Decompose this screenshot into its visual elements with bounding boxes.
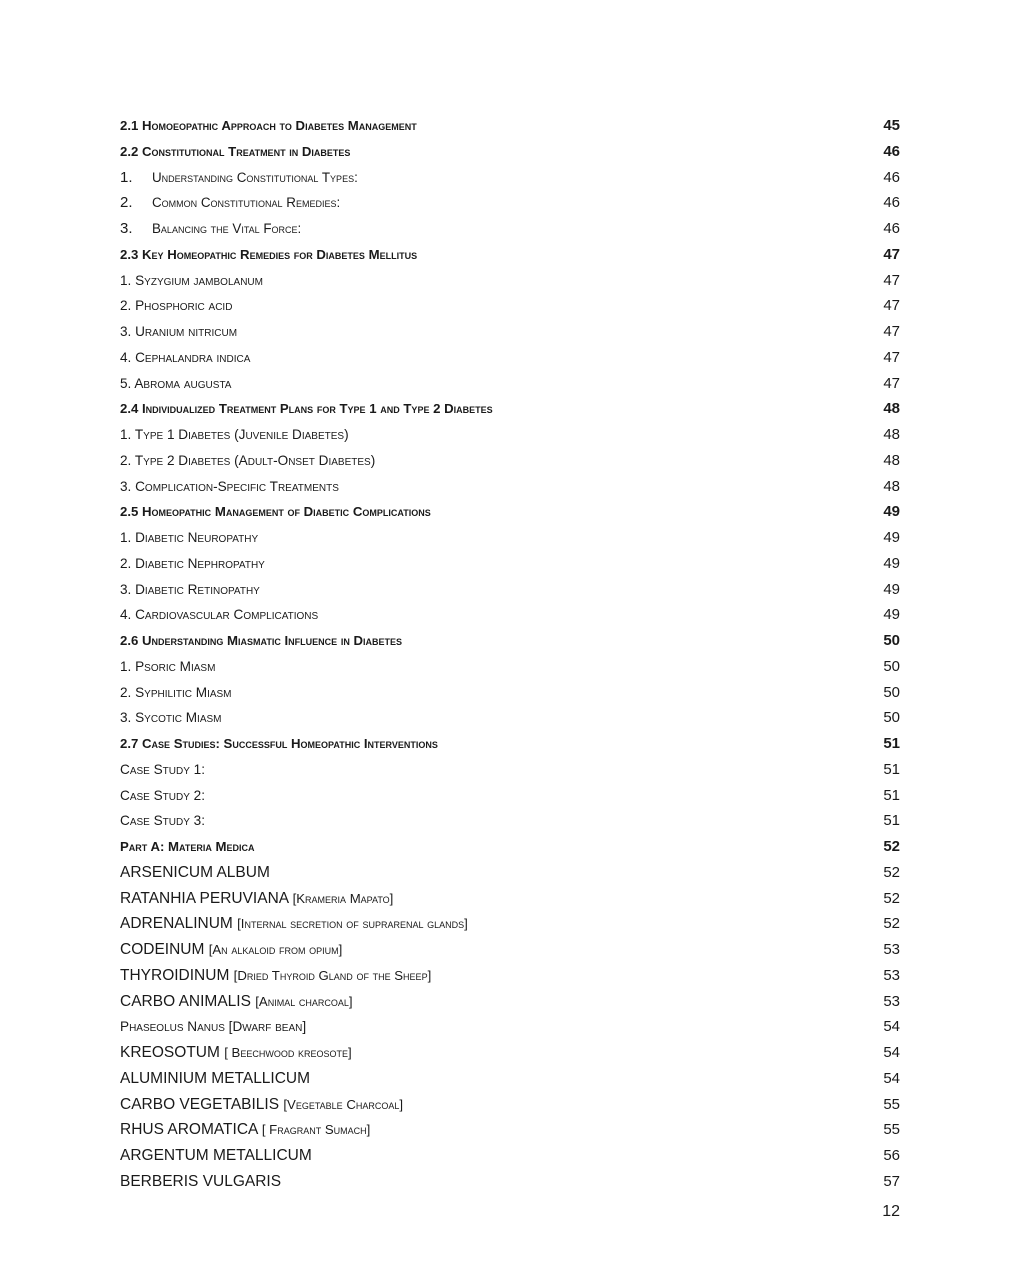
toc-entry-page: 52 — [883, 838, 900, 855]
toc-entry — [120, 371, 900, 397]
toc-entry — [120, 165, 900, 191]
toc-entry-page: 50 — [883, 632, 900, 649]
toc-entry-number: 2. — [120, 194, 133, 212]
toc-entry-title: 2. Syphilitic Miasm — [120, 684, 232, 700]
toc-entry — [120, 654, 900, 680]
toc-entry-title — [120, 989, 353, 1015]
toc-entry-title: 1. Diabetic Neuropathy — [120, 530, 259, 545]
toc-entry-page: 51 — [883, 760, 900, 778]
toc-entry-title: 1. Syzygium jambolanum — [120, 272, 263, 288]
toc-entry-page: 50 — [883, 709, 900, 727]
toc-entry-title: 3. Complication-Specific Treatments — [120, 478, 339, 494]
toc-entry-title: 2.1 Homoeopathic Approach to Diabetes Management — [120, 118, 417, 133]
toc-entry — [120, 216, 900, 242]
toc-entry — [120, 783, 900, 809]
toc-entry-page: 50 — [883, 683, 900, 701]
remedy-description: [ Beechwood kreosote] — [224, 1045, 352, 1060]
toc-entry — [120, 1092, 900, 1118]
toc-entry — [120, 345, 900, 371]
table-of-contents — [120, 113, 900, 1195]
toc-entry — [120, 1040, 900, 1066]
toc-entry-page: 56 — [883, 1147, 900, 1164]
toc-entry-page: 51 — [883, 735, 900, 752]
toc-entry — [120, 757, 900, 783]
toc-entry-title: 2.4 Individualized Treatment Plans for Type 1 and Type 2 Diabetes — [120, 401, 493, 417]
toc-entry — [120, 886, 900, 912]
toc-entry-title: 4. Cephalandra indica — [120, 349, 251, 365]
toc-entry-number: 3. — [120, 220, 133, 237]
toc-entry — [120, 293, 900, 319]
toc-entry-title — [120, 963, 431, 989]
toc-entry-title — [120, 886, 393, 912]
toc-entry-title: 2. Diabetic Nephropathy — [120, 555, 265, 571]
toc-entry-page: 49 — [883, 580, 900, 598]
toc-entry — [120, 1169, 900, 1195]
toc-entry-page: 53 — [883, 941, 900, 958]
toc-entry-title — [120, 1117, 370, 1143]
toc-entry-page: 48 — [883, 426, 900, 443]
toc-section-heading — [120, 628, 900, 654]
remedy-description: [Internal secretion of suprarenal glands] — [237, 916, 468, 932]
toc-entry-title: 3. Uranium nitricum — [120, 324, 238, 339]
remedy-name: ARGENTUM METALLICUM — [120, 1147, 312, 1164]
remedy-name: CARBO VEGETABILIS — [120, 1095, 284, 1113]
toc-entry-page: 47 — [883, 374, 900, 392]
toc-entry — [120, 602, 900, 628]
toc-entry-page: 45 — [883, 117, 900, 134]
remedy-description: [An alkaloid from opium] — [208, 942, 343, 957]
toc-entry — [120, 860, 900, 886]
toc-entry-page: 46 — [883, 220, 900, 237]
toc-entry-page: 49 — [883, 529, 900, 546]
toc-entry-page: 51 — [883, 812, 900, 830]
toc-entry-title — [120, 937, 342, 963]
toc-section-heading — [120, 242, 900, 268]
toc-entry-label: Understanding Constitutional Types: — [152, 169, 358, 185]
toc-entry-page: 48 — [883, 451, 900, 469]
toc-entry-page: 53 — [883, 992, 900, 1010]
toc-entry-title: 2.6 Understanding Miasmatic Influence in Diabetes — [120, 633, 403, 648]
toc-entry-title: 2. Type 2 Diabetes (Adult-Onset Diabetes) — [120, 452, 376, 468]
toc-entry-title: 2. Phosphoric acid — [120, 298, 233, 314]
toc-entry-title — [120, 860, 270, 886]
toc-section-heading — [120, 499, 900, 525]
toc-entry-page: 46 — [883, 142, 900, 160]
toc-entry-title: Case Study 2: — [120, 787, 206, 803]
remedy-name: BERBERIS VULGARIS — [120, 1172, 282, 1190]
toc-entry-label: Balancing the Vital Force: — [152, 221, 302, 236]
toc-entry-title: 3. Diabetic Retinopathy — [120, 581, 260, 597]
remedy-name: THYROIDINUM — [120, 966, 234, 984]
toc-entry — [120, 1143, 900, 1169]
toc-section-heading — [120, 396, 900, 422]
toc-entry-title — [120, 1040, 352, 1066]
toc-entry — [120, 911, 900, 937]
toc-entry-page: 47 — [883, 348, 900, 366]
toc-entry — [120, 808, 900, 834]
toc-entry — [120, 989, 900, 1015]
toc-entry-number: 1. — [120, 168, 133, 186]
remedy-description: [Vegetable Charcoal] — [283, 1096, 404, 1112]
remedy-name: KREOSOTUM — [120, 1044, 225, 1061]
toc-entry — [120, 1117, 900, 1143]
toc-section-heading — [120, 139, 900, 165]
toc-entry-page: 47 — [883, 297, 900, 315]
toc-entry-title: Case Study 1: — [120, 761, 206, 777]
toc-entry — [120, 268, 900, 294]
toc-entry-page: 49 — [883, 554, 900, 572]
toc-entry-page: 57 — [883, 1172, 900, 1190]
page-number: 12 — [882, 1203, 900, 1220]
toc-entry-title — [120, 1143, 312, 1169]
toc-entry-label: Common Constitutional Remedies: — [152, 195, 341, 211]
toc-entry-page: 49 — [883, 606, 900, 624]
toc-entry-title: 1. Psoric Miasm — [120, 658, 216, 674]
remedy-description: [ Fragrant Sumach] — [261, 1122, 371, 1138]
toc-entry-title: 1. Type 1 Diabetes (Juvenile Diabetes) — [120, 427, 349, 442]
toc-entry-page: 52 — [883, 889, 900, 907]
remedy-name: RHUS AROMATICA — [120, 1121, 262, 1139]
toc-entry-title — [120, 1092, 403, 1118]
toc-entry-title: 4. Cardiovascular Complications — [120, 607, 319, 623]
remedy-description: [Dried Thyroid Gland of the Sheep] — [233, 967, 432, 983]
toc-entry-title: Phaseolus Nanus [Dwarf bean] — [120, 1019, 307, 1035]
remedy-description: [Krameria Mapato] — [292, 890, 394, 906]
toc-entry — [120, 319, 900, 345]
toc-entry-page: 48 — [883, 477, 900, 495]
toc-section-heading — [120, 113, 900, 139]
remedy-name: ARSENICUM ALBUM — [120, 863, 270, 881]
toc-entry-page: 52 — [883, 863, 900, 881]
toc-entry-page: 49 — [883, 503, 900, 521]
toc-entry-title: 5. Abroma augusta — [120, 375, 232, 391]
toc-section-heading — [120, 834, 900, 860]
toc-entry-title: Case Study 3: — [120, 813, 206, 829]
remedy-name: ADRENALINUM — [120, 915, 238, 933]
remedy-name: CARBO ANIMALIS — [120, 992, 256, 1010]
toc-section-heading — [120, 731, 900, 757]
remedy-name: ALUMINIUM METALLICUM — [120, 1069, 311, 1087]
toc-entry-title — [120, 911, 468, 937]
toc-entry-page: 52 — [883, 915, 900, 933]
toc-entry — [120, 577, 900, 603]
toc-entry-page: 46 — [883, 194, 900, 212]
toc-entry-title — [120, 1169, 281, 1195]
toc-entry-page: 46 — [883, 168, 900, 186]
toc-entry-title: 2.5 Homeopathic Management of Diabetic Complications — [120, 504, 431, 520]
toc-entry-page: 51 — [883, 786, 900, 804]
toc-entry-page: 53 — [883, 966, 900, 984]
toc-entry — [120, 937, 900, 963]
toc-entry-page: 47 — [883, 245, 900, 263]
remedy-name: CODEINUM — [120, 941, 209, 958]
remedy-description: [Animal charcoal] — [255, 993, 353, 1009]
toc-entry-page: 47 — [883, 271, 900, 289]
toc-entry — [120, 422, 900, 448]
toc-entry-title: Part A: Materia Medica — [120, 839, 255, 854]
toc-entry-title: 2.2 Constitutional Treatment in Diabetes — [120, 143, 351, 159]
toc-entry-page: 55 — [883, 1095, 900, 1113]
toc-entry-title: 2.3 Key Homeopathic Remedies for Diabetes Mellitus — [120, 246, 418, 262]
toc-entry — [120, 448, 900, 474]
toc-entry — [120, 1066, 900, 1092]
toc-entry-page: 54 — [883, 1044, 900, 1061]
toc-entry-page: 54 — [883, 1018, 900, 1036]
toc-entry — [120, 474, 900, 500]
toc-entry-title: 3. Sycotic Miasm — [120, 710, 222, 726]
toc-entry-page: 47 — [883, 323, 900, 340]
toc-entry-page: 50 — [883, 657, 900, 675]
toc-entry-page: 55 — [883, 1121, 900, 1139]
toc-entry — [120, 680, 900, 706]
toc-entry — [120, 705, 900, 731]
remedy-name: RATANHIA PERUVIANA — [120, 889, 293, 907]
toc-entry-page: 54 — [883, 1069, 900, 1087]
toc-entry — [120, 190, 900, 216]
toc-entry — [120, 525, 900, 551]
toc-entry-title — [120, 1066, 310, 1092]
toc-entry — [120, 963, 900, 989]
toc-entry — [120, 1014, 900, 1040]
toc-entry-title: 2.7 Case Studies: Successful Homeopathic Interventions — [120, 736, 438, 751]
toc-entry — [120, 551, 900, 577]
toc-entry-page: 48 — [883, 400, 900, 418]
